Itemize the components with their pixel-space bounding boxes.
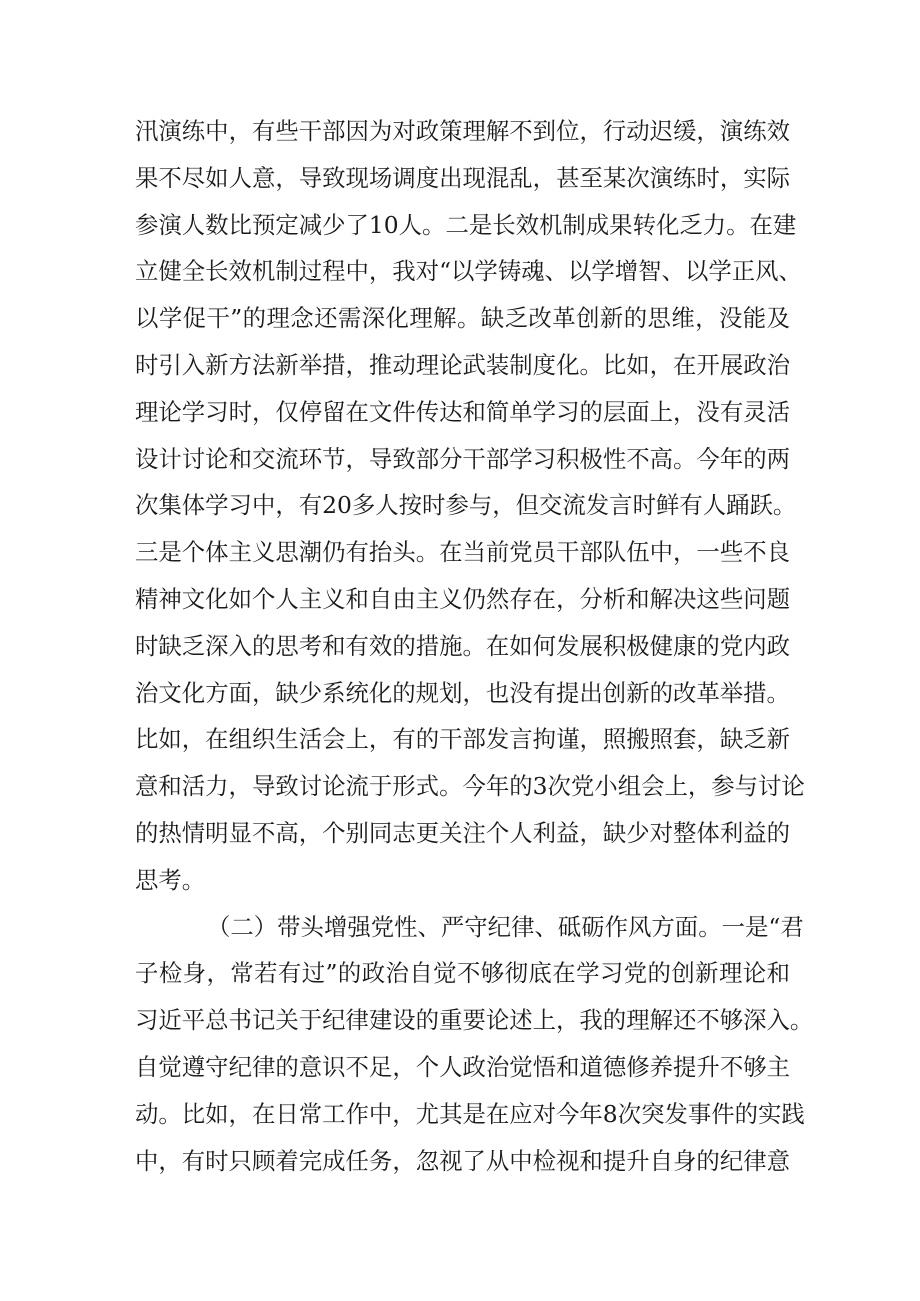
text-line: 治文化方面，缺少系统化的规划，也没有提出创新的改革举措。 bbox=[135, 678, 790, 707]
text-line: 设计讨论和交流环节，导致部分干部学习积极性不高。今年的两 bbox=[135, 444, 790, 473]
text-line: 时引入新方法新举措，推动理论武装制度化。比如，在开展政治 bbox=[135, 350, 790, 379]
document-body bbox=[135, 108, 814, 1184]
paragraph-2 bbox=[135, 904, 814, 1185]
text-line: 自觉遵守纪律的意识不足，个人政治觉悟和道德修养提升不够主 bbox=[135, 1052, 790, 1081]
text-line: 果不尽如人意，导致现场调度出现混乱，甚至某次演练时，实际 bbox=[135, 163, 790, 192]
text-line: 立健全长效机制过程中，我对“以学铸魂、以学增智、以学正风、 bbox=[135, 257, 802, 286]
text-line: 汛演练中，有些干部因为对政策理解不到位，行动迟缓，演练效 bbox=[135, 117, 790, 145]
text-line: 中，有时只顾着完成任务，忽视了从中检视和提升自身的纪律意 bbox=[135, 1146, 790, 1175]
text-line: 以学促干”的理念还需深化理解。缺乏改革创新的思维，没能及 bbox=[135, 304, 790, 333]
text-line: 意和活力，导致讨论流于形式。今年的3次党小组会上，参与讨论 bbox=[135, 772, 805, 801]
text-line: 精神文化如个人主义和自由主义仍然存在，分析和解决这些问题 bbox=[135, 584, 790, 613]
text-line: （二）带头增强党性、严守纪律、砥砺作风方面。一是“君 bbox=[207, 912, 804, 941]
text-line: 动。比如，在日常工作中，尤其是在应对今年8次突发事件的实践 bbox=[135, 1099, 805, 1128]
text-line: 习近平总书记关于纪律建设的重要论述上，我的理解还不够深入。 bbox=[135, 1006, 814, 1035]
text-line: 参演人数比预定减少了10人。二是长效机制成果转化乏力。在建 bbox=[135, 210, 797, 239]
text-line: 理论学习时，仅停留在文件传达和简单学习的层面上，没有灵活 bbox=[135, 397, 790, 426]
text-line: 的热情明显不高，个别同志更关注个人利益，缺少对整体利益的 bbox=[135, 818, 790, 847]
text-line: 三是个体主义思潮仍有抬头。在当前党员干部队伍中，一些不良 bbox=[135, 538, 790, 567]
text-line: 次集体学习中，有20多人按时参与，但交流发言时鲜有人踊跃。 bbox=[135, 491, 797, 520]
text-line: 子检身，常若有过”的政治自觉不够彻底在学习党的创新理论和 bbox=[135, 959, 790, 988]
text-line: 时缺乏深入的思考和有效的措施。在如何发展积极健康的党内政 bbox=[135, 631, 790, 660]
text-line: 思考。 bbox=[135, 865, 206, 894]
paragraph-1 bbox=[135, 108, 805, 904]
text-line: 比如，在组织生活会上，有的干部发言拘谨，照搬照套，缺乏新 bbox=[135, 725, 790, 754]
